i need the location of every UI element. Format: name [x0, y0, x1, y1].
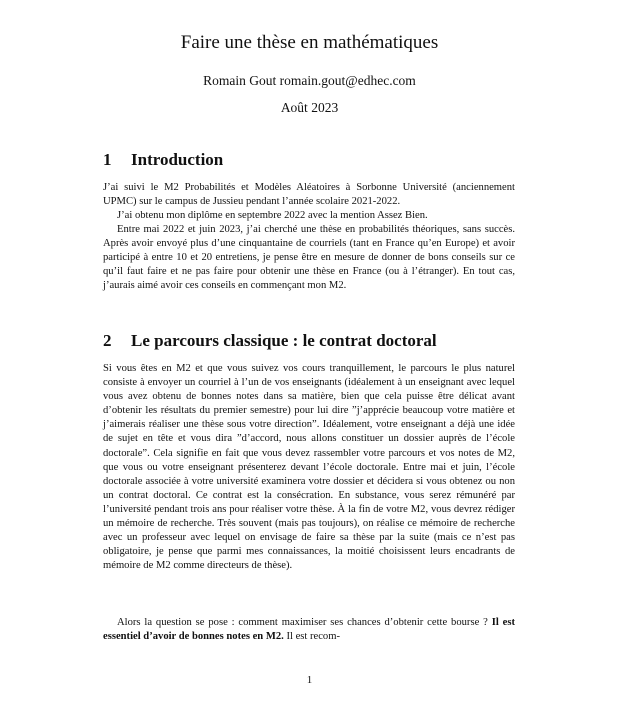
paragraph-text: Il est recom-	[286, 631, 340, 643]
document-date: Août 2023	[280, 100, 339, 115]
document-title: Faire une thèse en mathématiques	[180, 32, 439, 53]
section-number: 1	[103, 150, 112, 169]
section-title: Introduction	[131, 150, 224, 169]
paragraph	[103, 616, 515, 644]
paragraph-text: Alors la question se pose : comment maximiser ses chances d’obtenir cette bourse ?	[117, 617, 488, 628]
section-heading-introduction	[103, 150, 523, 170]
section-heading-contrat-doctoral	[103, 331, 523, 351]
paragraph: Entre mai 2022 et juin 2023, j’ai cherché une thèse en probabilités théoriques, sans succès. Après avoir envoyé plus d’une cinquantaine de courriels (tant en France qu’en Europe) et avoir participé à entre 10 et 20 entretiens, je pense être en mesure de donner de bons conseils sur ce qu’il faut faire et ne pas faire pour obtenir une thèse en France (ou à l’étranger). En tout cas, j’aurais aimé avoir ces conseils en commençant mon M2.	[103, 224, 515, 292]
document-author: Romain Gout romain.gout@edhec.com	[203, 73, 416, 88]
page-number: 1	[306, 674, 313, 686]
paragraph: Si vous êtes en M2 et que vous suivez vos cours tranquillement, le parcours le plus naturel consiste à envoyer un courriel à l’un de vos enseignants (idéalement à un enseignant avec lequel vous avez obtenu de bonnes notes dans sa matière, bien que cela puisse être délicat avant d’obtenir les résultats du premier semestre) pour lui dire ”j’apprécie beaucoup votre matière et j’aimerais réaliser une thèse sous votre direction”. Idéalement, votre enseignant a déjà une idée de sujet en tête et vous dira ”d’accord, nous allons constituer un dossier auprès de l’école doctorale”. Cela signifie en fait que vous devez rassembler votre parcours et vos notes de M2, que vous ou votre enseignant présenterez devant l’école doctorale. Entre mai et juin, l’école doctorale associée à votre université examinera votre dossier et décidera si vous obtenez ou non un contrat doctoral. Ce contrat est la consécration. En substance, vous serez rémunéré par l’université pendant trois ans pour réaliser votre thèse. À la fin de votre M2, vous devrez rédiger un mémoire de recherche. Très souvent (mais pas toujours), on réalise ce mémoire de recherche avec un professeur avec lequel on envisage de faire sa thèse par la suite (mais ce n’est pas obligatoire, je pense que parmi mes connaissances, la moitié choisissent leurs encadrants de mémoire de M2 comme directeurs de thèse).	[103, 363, 515, 572]
section-number: 2	[103, 331, 112, 350]
paragraph: J’ai suivi le M2 Probabilités et Modèles Aléatoires à Sorbonne Université (anciennement UPMC) sur le campus de Jussieu pendant l’année scolaire 2021-2022.	[103, 182, 515, 208]
paragraph: J’ai obtenu mon diplôme en septembre 2022 avec la mention Assez Bien.	[117, 210, 428, 221]
section-title: Le parcours classique : le contrat doctoral	[131, 331, 437, 350]
emphasis-text: Il est essentiel d’avoir de bonnes notes en M2.	[103, 617, 515, 643]
